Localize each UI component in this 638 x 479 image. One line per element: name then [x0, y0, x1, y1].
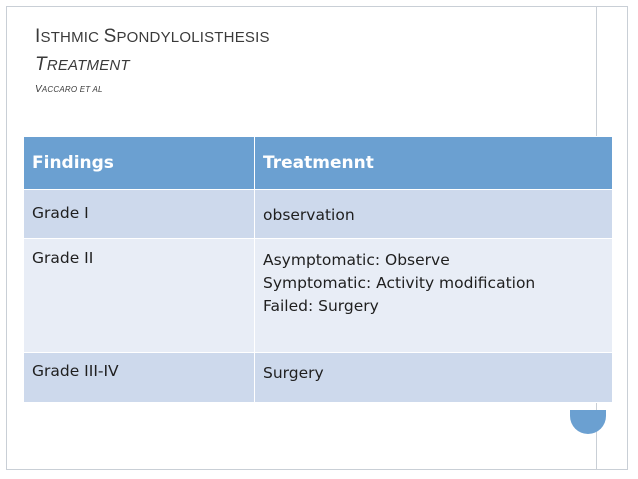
header-treatment: Treatmennt [255, 137, 613, 190]
treatment-cell [255, 353, 613, 403]
treatment-line: observation [263, 206, 355, 224]
subtitle-word: ACCARO ET AL [41, 85, 103, 94]
table-header-row [24, 137, 613, 190]
slide-title-line-2 [35, 54, 130, 76]
slide-subtitle [35, 84, 103, 95]
treatment-line: Surgery [263, 364, 324, 382]
slide-title-line-1 [35, 26, 270, 48]
title-initial: T [35, 54, 47, 75]
subtitle-initial: V [35, 84, 42, 95]
table-row [24, 190, 613, 239]
title-initial: I [35, 26, 41, 47]
treatment-cell [255, 239, 613, 353]
title-initial: S [103, 26, 117, 47]
treatment-line: Failed: Surgery [263, 297, 379, 315]
treatment-line: Symptomatic: Activity modification [263, 274, 536, 292]
table-row [24, 353, 613, 403]
title-word: STHMIC [40, 29, 104, 46]
title-word: PONDYLOLISTHESIS [116, 29, 270, 46]
table-row [24, 239, 613, 353]
treatment-cell [255, 190, 613, 239]
finding-cell: Grade I [24, 190, 255, 239]
title-word: REATMENT [46, 57, 130, 74]
treatment-table [23, 136, 613, 403]
finding-cell: Grade II [24, 239, 255, 353]
treatment-line: Asymptomatic: Observe [263, 251, 450, 269]
header-findings: Findings [24, 137, 255, 190]
finding-cell: Grade III-IV [24, 353, 255, 403]
